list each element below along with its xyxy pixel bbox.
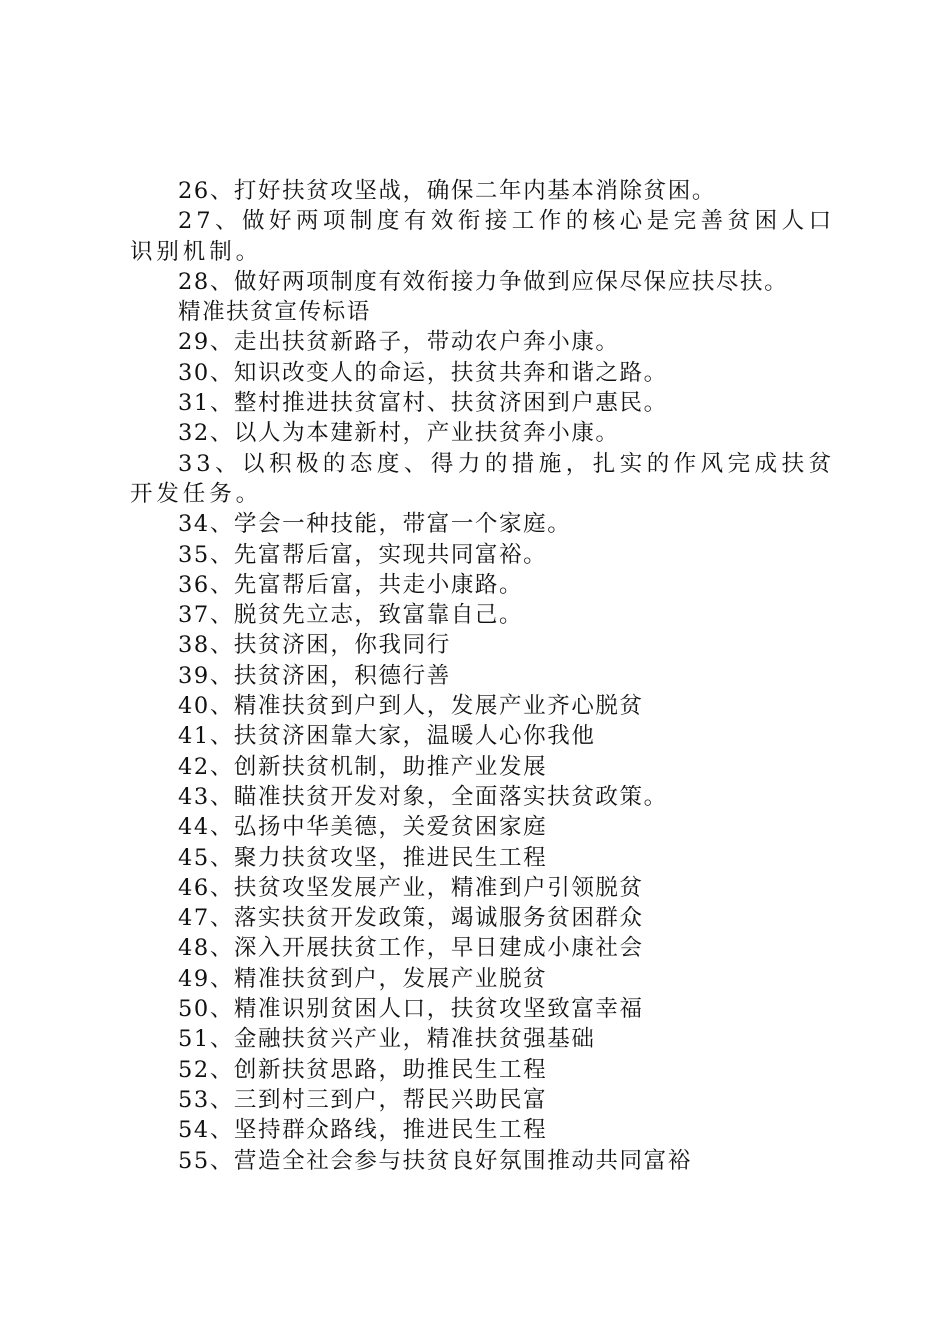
slogan-40: 40、精准扶贫到户到人，发展产业齐心脱贫 <box>178 693 644 720</box>
section-heading: 精准扶贫宣传标语 <box>178 299 371 326</box>
document-body <box>130 176 835 1176</box>
slogan-42: 42、创新扶贫机制，助推产业发展 <box>178 753 548 780</box>
slogan-31: 31、整村推进扶贫富村、扶贫济困到户惠民。 <box>178 390 668 417</box>
slogan-52: 52、创新扶贫思路，助推民生工程 <box>178 1056 548 1083</box>
slogan-41: 41、扶贫济困靠大家，温暖人心你我他 <box>178 723 596 750</box>
slogan-32: 32、以人为本建新村，产业扶贫奔小康。 <box>178 420 620 447</box>
slogan-50: 50、精准识别贫困人口，扶贫攻坚致富幸福 <box>178 996 644 1023</box>
slogan-26: 26、打好扶贫攻坚战，确保二年内基本消除贫困。 <box>178 178 716 204</box>
slogan-51: 51、金融扶贫兴产业，精准扶贫强基础 <box>178 1026 596 1053</box>
slogan-47: 47、落实扶贫开发政策，竭诚服务贫困群众 <box>178 905 644 932</box>
slogan-53: 53、三到村三到户，帮民兴助民富 <box>178 1086 548 1113</box>
slogan-36: 36、先富帮后富，共走小康路。 <box>178 571 524 598</box>
slogan-28: 28、做好两项制度有效衔接力争做到应保尽保应扶尽扶。 <box>178 268 789 295</box>
slogan-33: 33、以积极的态度、得力的措施，扎实的作风完成扶贫开发任务。 <box>130 450 835 507</box>
slogan-27: 27、做好两项制度有效衔接工作的核心是完善贫困人口识别机制。 <box>130 208 835 265</box>
slogan-48: 48、深入开展扶贫工作，早日建成小康社会 <box>178 935 644 962</box>
slogan-34: 34、学会一种技能，带富一个家庭。 <box>178 511 572 538</box>
slogan-45: 45、聚力扶贫攻坚，推进民生工程 <box>178 844 548 871</box>
slogan-29: 29、走出扶贫新路子，带动农户奔小康。 <box>178 329 620 356</box>
slogan-35: 35、先富帮后富，实现共同富裕。 <box>178 541 548 568</box>
slogan-43: 43、瞄准扶贫开发对象，全面落实扶贫政策。 <box>178 783 668 810</box>
slogan-44: 44、弘扬中华美德，关爱贫困家庭 <box>178 814 548 841</box>
slogan-46: 46、扶贫攻坚发展产业，精准到户引领脱贫 <box>178 874 644 901</box>
slogan-38: 38、扶贫济困，你我同行 <box>178 632 451 659</box>
slogan-30: 30、知识改变人的命运，扶贫共奔和谐之路。 <box>178 359 668 386</box>
slogan-39: 39、扶贫济困，积德行善 <box>178 662 451 689</box>
slogan-55: 55、营造全社会参与扶贫良好氛围推动共同富裕 <box>178 1147 692 1174</box>
slogan-49: 49、精准扶贫到户，发展产业脱贫 <box>178 965 548 992</box>
slogan-37: 37、脱贫先立志，致富靠自己。 <box>178 602 524 629</box>
slogan-54: 54、坚持群众路线，推进民生工程 <box>178 1117 548 1144</box>
